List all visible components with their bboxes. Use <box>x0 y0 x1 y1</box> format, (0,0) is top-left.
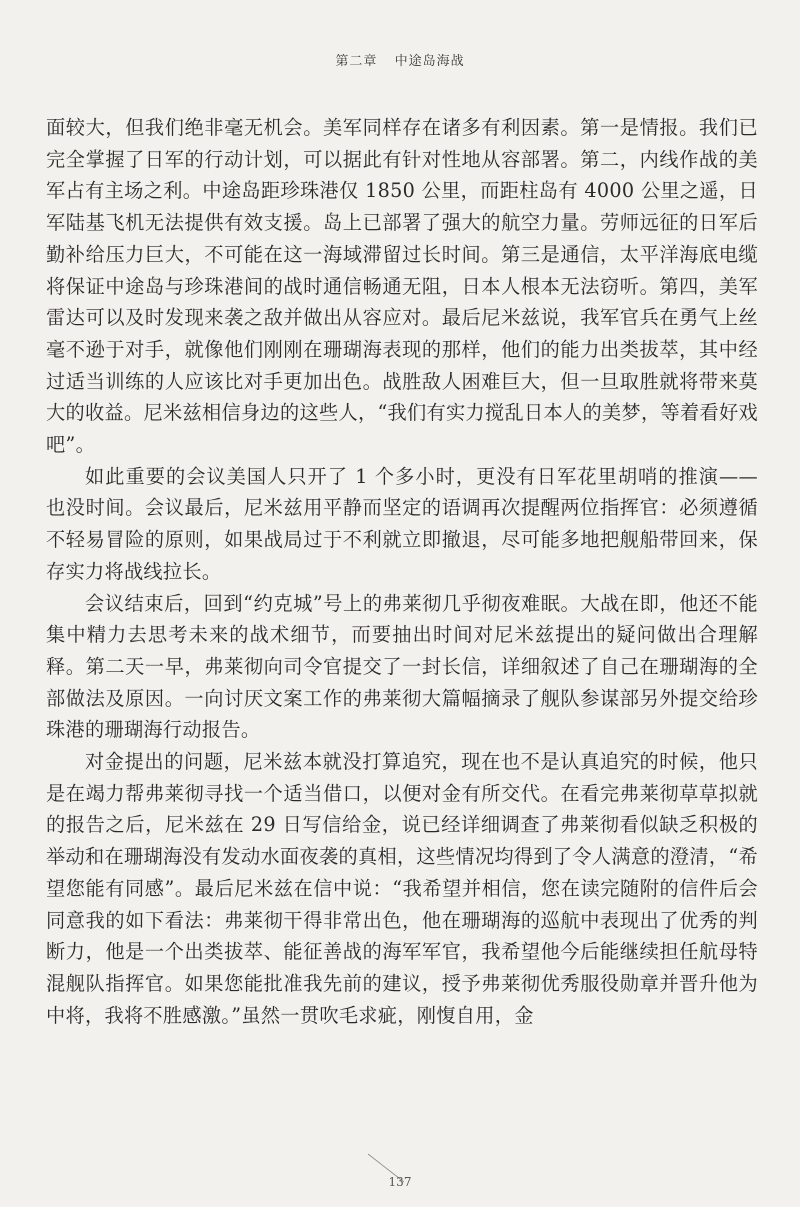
paragraph: 对金提出的问题，尼米兹本就没打算追究，现在也不是认真追究的时候，他只是在竭力帮弗莱彻寻找一个适当借口，以便对金有所交代。在看完弗莱彻草草拟就的报告之后，尼米兹在 29 日写信给金，说已经详细调查了弗莱彻看似缺乏积极的举动和在珊瑚海没有发动水面夜袭的真相，这些情况均得到了令人满意的澄清，“希望您能有同感”。最后尼米兹在信中说：“我希望并相信，您在读完随附的信件后会同意我的如下看法：弗莱彻干得非常出色，他在珊瑚海的巡航中表现出了优秀的判断力，他是一个出类拔萃、能征善战的海军军官，我希望他今后能继续担任航母特混舰队指挥官。如果您能批准我先前的建议，授予弗莱彻优秀服役勋章并晋升他为中将，我将不胜感激。”虽然一贯吹毛求疵，刚愎自用，金 <box>46 750 758 1027</box>
body-text <box>46 112 758 1031</box>
page-number: 137 <box>388 1175 412 1189</box>
chapter-number: 第二章 <box>335 54 378 69</box>
chapter-title: 中途岛海战 <box>394 54 465 69</box>
paragraph: 如此重要的会议美国人只开了 1 个多小时，更没有日军花里胡哨的推演—— 也没时间。会议最后，尼米兹用平静而坚定的语调再次提醒两位指挥官：必须遵循不轻易冒险的原则，如果战局过于不利就立即撤退，尽可能多地把舰船带回来，保存实力将战线拉长。 <box>46 464 758 583</box>
paragraph: 会议结束后，回到“约克城”号上的弗莱彻几乎彻夜难眠。大战在即，他还不能集中精力去思考未来的战术细节，而要抽出时间对尼米兹提出的疑问做出合理解释。第二天一早，弗莱彻向司令官提交了一封长信，详细叙述了自己在珊瑚海的全部做法及原因。一向讨厌文案工作的弗莱彻大篇幅摘录了舰队参谋部另外提交给珍珠港的珊瑚海行动报告。 <box>46 591 758 742</box>
running-head <box>0 50 800 69</box>
paragraph-continued: 面较大，但我们绝非毫无机会。美军同样存在诸多有利因素。第一是情报。我们已完全掌握了日军的行动计划，可以据此有针对性地从容部署。第二，内线作战的美军占有主场之利。中途岛距珍珠港仅 1850 公里，而距柱岛有 4000 公里之遥，日军陆基飞机无法提供有效支援。岛上已部署了强大的航空力量。劳师远征的日军后勤补给压力巨大，不可能在这一海域滞留过长时间。第三是通信，太平洋海底电缆将保证中途岛与珍珠港间的战时通信畅通无阻，日本人根本无法窃听。第四，美军雷达可以及时发现来袭之敌并做出从容应对。最后尼米兹说，我军官兵在勇气上丝毫不逊于对手，就像他们刚刚在珊瑚海表现的那样，他们的能力出类拔萃，其中经过适当训练的人应该比对手更加出色。战胜敌人困难巨大，但一旦取胜就将带来莫大的收益。尼米兹相信身边的这些人，“我们有实力搅乱日本人的美梦，等着看好戏吧”。 <box>46 116 758 457</box>
